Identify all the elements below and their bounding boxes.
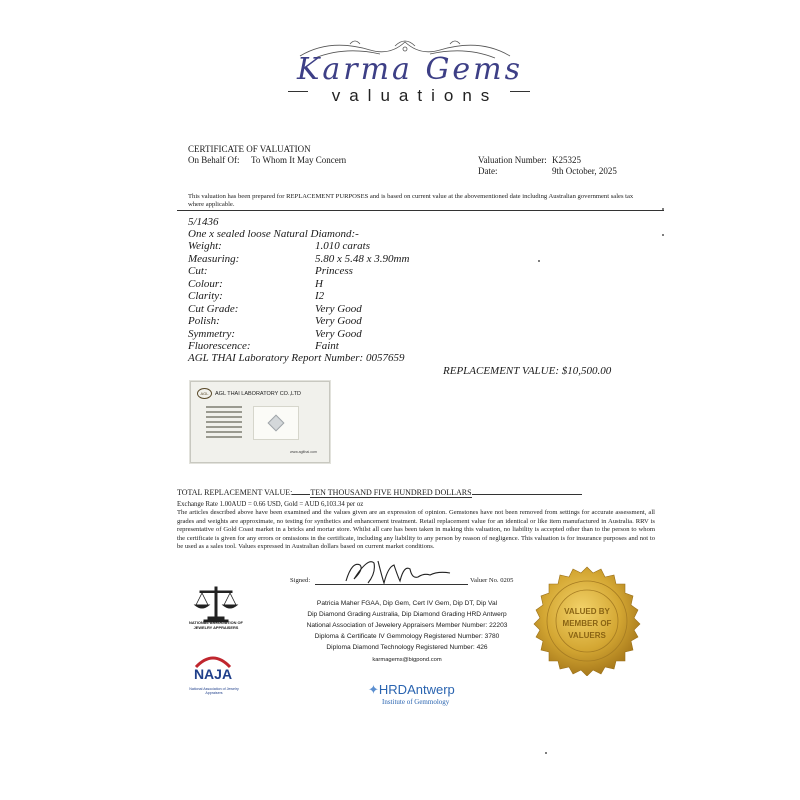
credential-line: Diploma Diamond Technology Registered Number: 426 bbox=[326, 644, 488, 651]
total-replacement-line bbox=[177, 486, 582, 497]
certificate-title: CERTIFICATE OF VALUATION bbox=[188, 144, 311, 154]
report-text-lines bbox=[206, 406, 242, 441]
spec-label: Measuring: bbox=[188, 252, 240, 265]
spec-row bbox=[188, 340, 409, 353]
item-description: One x sealed loose Natural Diamond:- bbox=[188, 228, 359, 240]
agl-logo-icon: AGL bbox=[197, 388, 212, 399]
credential-line: Dip Diamond Grading Australia, Dip Diamond Grading HRD Antwerp bbox=[307, 611, 507, 618]
behalf-value: To Whom It May Concern bbox=[251, 155, 347, 165]
spec-value: Very Good bbox=[315, 315, 362, 327]
total-blank bbox=[472, 486, 582, 495]
spec-label: Clarity: bbox=[188, 290, 223, 302]
spec-value: H bbox=[315, 277, 323, 290]
disclaimer: The articles described above have been examined and the values given are an expression of opinion. Gemstones have not been removed from settings for accurate assessment, all grades and weights are approximate, no testing for synthetics and enhancement treatment. Retail replacement value for an identical or like item manufactured in Australia. RRV is representative of Gold Coast market in a bricks and mortar store. Whilst all care has been taken in making this valuation, no liability is accepted other than to the person to whom the certificate is given for any errors or omissions in the certificate, including any liability to any person by reason of negligence. This valuation is for insurance purposes and not to be used as a sales tool. Values expressed in Australian dollars based on current market conditions. bbox=[177, 509, 655, 551]
spec-label: Fluorescence: bbox=[188, 340, 251, 352]
brand-name: Karma Gems bbox=[296, 52, 524, 87]
seal-line-3: VALUERS bbox=[568, 631, 606, 640]
diamond-icon bbox=[268, 415, 285, 432]
naja-logo: NAJA bbox=[193, 666, 233, 682]
spec-value: 1.010 carats bbox=[315, 240, 370, 252]
hrd-subtitle: Institute of Gemmology bbox=[382, 698, 450, 706]
divider bbox=[177, 210, 664, 211]
spec-row bbox=[188, 328, 409, 341]
spec-label: Colour: bbox=[188, 277, 223, 290]
spec-row bbox=[188, 315, 409, 328]
valuation-number: K25325 bbox=[552, 155, 581, 165]
hrd-name-text: HRDAntwerp bbox=[378, 682, 455, 697]
spec-label: Symmetry: bbox=[188, 327, 236, 340]
total-label: TOTAL REPLACEMENT VALUE: bbox=[177, 488, 293, 497]
signed-label: Signed: bbox=[290, 577, 311, 584]
spec-row bbox=[188, 253, 409, 266]
signature-line bbox=[315, 584, 468, 585]
spec-row bbox=[188, 240, 409, 253]
report-header bbox=[197, 388, 323, 399]
spec-label: Weight: bbox=[188, 240, 222, 252]
hrd-antwerp-logo bbox=[368, 682, 508, 706]
report-title: AGL THAI LABORATORY CO.,LTD bbox=[215, 390, 301, 397]
gold-seal-icon bbox=[532, 566, 642, 676]
date-label: Date: bbox=[478, 166, 498, 176]
naja-subtitle: National Association of Jewelry Appraisers bbox=[189, 687, 239, 696]
hrd-star-icon: ✦ bbox=[368, 682, 379, 697]
spec-value: 5.80 x 5.48 x 3.90mm bbox=[315, 252, 410, 265]
spec-value: Very Good bbox=[315, 327, 362, 340]
purpose-statement: This valuation has been prepared for REPLACEMENT PURPOSES and is based on current value at the abovementioned date including Australian government sales tax where applicable. bbox=[188, 193, 634, 208]
spec-row bbox=[188, 278, 409, 291]
valuer-number: Valuer No. 0205 bbox=[470, 577, 514, 584]
spec-value: Faint bbox=[315, 340, 339, 352]
replacement-value: REPLACEMENT VALUE: $10,500.00 bbox=[443, 365, 612, 377]
valuation-number-label: Valuation Number: bbox=[478, 155, 547, 165]
report-website: www.aglthai.com bbox=[290, 450, 317, 454]
exchange-rate: Exchange Rate 1.00AUD = 0.66 USD, Gold = AUD 6,103.34 per oz bbox=[177, 501, 364, 508]
spec-row bbox=[188, 303, 409, 316]
scan-speck bbox=[538, 260, 540, 262]
scan-speck bbox=[545, 752, 547, 754]
credential-line: Patricia Maher FGAA, Dip Gem, Cert IV Gem, Dip DT, Dip Val bbox=[316, 600, 498, 607]
credential-line: Diploma & Certificate IV Gemmology Registered Number: 3780 bbox=[314, 633, 500, 640]
total-blank bbox=[292, 486, 310, 495]
date-value: 9th October, 2025 bbox=[552, 166, 617, 176]
naja-association-label: NATIONAL ASSOCIATION OF JEWELRY APPRAISERS bbox=[189, 620, 243, 630]
item-reference: 5/1436 bbox=[188, 216, 219, 228]
contact-email: karmagems@bigpond.com bbox=[372, 657, 442, 663]
spec-label: Cut: bbox=[188, 265, 208, 277]
hrd-name bbox=[368, 682, 508, 698]
seal-line-2: MEMBER OF bbox=[562, 619, 612, 628]
spec-row bbox=[188, 265, 409, 278]
spec-label: Polish: bbox=[188, 315, 220, 327]
total-words: TEN THOUSAND FIVE HUNDRED DOLLARS bbox=[310, 488, 472, 497]
brand-subtitle: valuations bbox=[331, 86, 499, 105]
spec-row bbox=[188, 290, 409, 303]
scan-speck bbox=[662, 208, 664, 210]
spec-value: I2 bbox=[315, 290, 325, 302]
scan-speck bbox=[662, 234, 664, 236]
seal-line-1: VALUED BY bbox=[564, 607, 610, 616]
credential-line: National Association of Jewelery Appraisers Member Number: 22203 bbox=[306, 622, 508, 629]
lab-report-number: AGL THAI Laboratory Report Number: 0057659 bbox=[188, 352, 405, 364]
spec-value: Very Good bbox=[315, 302, 362, 315]
brand-rule-right bbox=[510, 91, 530, 92]
spec-value: Princess bbox=[315, 265, 353, 277]
diamond-photo bbox=[253, 406, 299, 440]
spec-label: Cut Grade: bbox=[188, 302, 239, 315]
spec-table bbox=[188, 240, 409, 353]
behalf-label: On Behalf Of: bbox=[188, 155, 240, 165]
lab-report-card bbox=[190, 381, 330, 463]
